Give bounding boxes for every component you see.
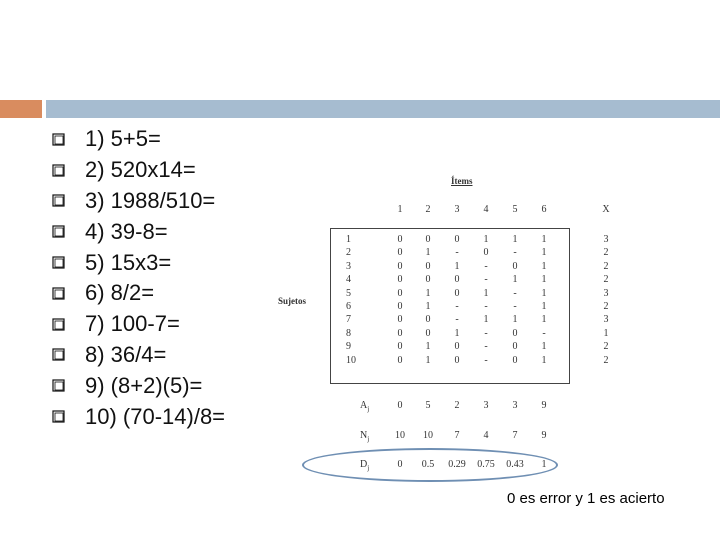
summary-value: 9 xyxy=(541,400,547,411)
subject-label: 9 xyxy=(346,341,351,353)
table-cell: 0 xyxy=(483,247,489,259)
summary-value: 0.29 xyxy=(448,459,466,470)
title-bar xyxy=(46,100,720,118)
total-cell: 2 xyxy=(603,247,609,259)
summary-value: 10 xyxy=(423,430,433,441)
table-cell: 1 xyxy=(483,314,489,326)
problem-text: 4) 39-8= xyxy=(85,218,168,244)
summary-value: 10 xyxy=(395,430,405,441)
summary-label xyxy=(360,459,369,472)
summary-value: 0.43 xyxy=(506,459,524,470)
problem-text: 8) 36/4= xyxy=(85,341,167,367)
problem-item xyxy=(52,247,225,278)
table-cell: - xyxy=(484,274,488,286)
table-cell: 0 xyxy=(397,341,403,353)
subject-label: 3 xyxy=(346,260,351,272)
summary-value: 0.75 xyxy=(477,459,495,470)
summary-value: 3 xyxy=(512,400,518,411)
table-cell: 0 xyxy=(397,260,403,272)
problem-item xyxy=(52,401,225,432)
table-cell: 1 xyxy=(541,234,547,245)
table-cell: 0 xyxy=(397,234,403,245)
table-cell: 0 xyxy=(397,247,403,259)
square-bullet-icon xyxy=(52,225,65,238)
table-cell: 0 xyxy=(397,301,403,312)
caption: 0 es error y 1 es acierto xyxy=(507,490,665,507)
total-cell: 2 xyxy=(603,301,609,312)
column-header: 5 xyxy=(512,204,518,215)
summary-label-subscript: j xyxy=(367,464,370,472)
problem-text: 3) 1988/510= xyxy=(85,187,216,213)
summary-value: 7 xyxy=(512,430,518,441)
table-cell: 1 xyxy=(425,341,431,353)
table-cell: 0 xyxy=(454,341,460,353)
square-bullet-icon xyxy=(52,379,65,392)
table-cell: 0 xyxy=(425,314,431,326)
summary-label-text: A xyxy=(360,400,368,411)
square-bullet-icon xyxy=(52,318,65,331)
problem-item xyxy=(52,155,225,186)
subject-label: 10 xyxy=(346,354,356,366)
problem-text: 10) (70-14)/8= xyxy=(85,403,226,429)
table-cell: 1 xyxy=(541,301,547,312)
total-cell: 3 xyxy=(603,287,609,299)
table-cell: 0 xyxy=(397,354,403,366)
table-cell: - xyxy=(455,301,459,312)
table-cell: 1 xyxy=(541,354,547,366)
table-cell: 0 xyxy=(512,260,518,272)
table-cell: 1 xyxy=(541,247,547,259)
square-bullet-icon xyxy=(52,348,65,361)
subject-label: 6 xyxy=(346,301,351,312)
problem-item xyxy=(52,340,225,371)
table-cell: 0 xyxy=(512,354,518,366)
summary-label-subscript: j xyxy=(367,405,370,413)
table-cell: 0 xyxy=(454,287,460,299)
subject-label: 2 xyxy=(346,247,351,259)
summary-label xyxy=(360,430,369,443)
table-cell: 1 xyxy=(541,274,547,286)
table-cell: 0 xyxy=(425,234,431,245)
problem-list xyxy=(52,124,225,432)
summary-value: 5 xyxy=(425,400,431,411)
table-cell: 0 xyxy=(512,327,518,339)
item-table-figure xyxy=(270,172,640,482)
summary-value: 0.5 xyxy=(421,459,435,470)
table-cell: 1 xyxy=(512,234,518,245)
summary-value: 4 xyxy=(483,430,489,441)
table-cell: 1 xyxy=(425,287,431,299)
table-cell: 1 xyxy=(512,314,518,326)
column-header: 1 xyxy=(397,204,403,215)
table-cell: - xyxy=(513,301,517,312)
summary-value: 1 xyxy=(541,459,547,470)
table-cell: - xyxy=(513,247,517,259)
problem-item xyxy=(52,124,225,155)
table-cell: 1 xyxy=(541,260,547,272)
problem-item xyxy=(52,216,225,247)
table-cell: 1 xyxy=(541,341,547,353)
total-cell: 2 xyxy=(603,354,609,366)
total-cell: 3 xyxy=(603,234,609,245)
problem-item xyxy=(52,186,225,217)
table-cell: - xyxy=(484,354,488,366)
problem-item xyxy=(52,278,225,309)
subject-label: 5 xyxy=(346,287,351,299)
summary-label-text: N xyxy=(360,430,368,441)
summary-label-text: D xyxy=(360,459,368,470)
subject-label: 1 xyxy=(346,234,351,245)
table-cell: 0 xyxy=(454,234,460,245)
summary-value: 7 xyxy=(454,430,460,441)
table-cell: 1 xyxy=(454,327,460,339)
square-bullet-icon xyxy=(52,194,65,207)
column-header: 3 xyxy=(454,204,460,215)
table-cell: - xyxy=(513,287,517,299)
column-header: 4 xyxy=(483,204,489,215)
table-cell: - xyxy=(484,301,488,312)
table-cell: 0 xyxy=(425,274,431,286)
total-cell: 2 xyxy=(603,341,609,353)
table-cell: 1 xyxy=(425,301,431,312)
table-cell: 0 xyxy=(397,287,403,299)
summary-value: 3 xyxy=(483,400,489,411)
total-cell: 3 xyxy=(603,314,609,326)
problem-text: 2) 520x14= xyxy=(85,157,196,183)
square-bullet-icon xyxy=(52,287,65,300)
summary-label-subscript: j xyxy=(367,435,370,443)
table-cell: 1 xyxy=(483,234,489,245)
table-cell: 1 xyxy=(483,287,489,299)
table-cell: 0 xyxy=(454,274,460,286)
table-cell: 1 xyxy=(425,354,431,366)
table-cell: 0 xyxy=(425,327,431,339)
total-cell: 2 xyxy=(603,274,609,286)
accent-bar xyxy=(0,100,42,118)
table-cell: 0 xyxy=(454,354,460,366)
summary-value: 0 xyxy=(397,400,403,411)
problem-item xyxy=(52,309,225,340)
table-cell: 0 xyxy=(397,274,403,286)
column-header: 6 xyxy=(541,204,547,215)
problem-item xyxy=(52,370,225,401)
subject-label: 4 xyxy=(346,274,351,286)
total-header: X xyxy=(602,204,610,215)
square-bullet-icon xyxy=(52,133,65,146)
problem-text: 9) (8+2)(5)= xyxy=(85,372,203,398)
summary-label xyxy=(360,400,369,413)
summary-value: 9 xyxy=(541,430,547,441)
table-cell: - xyxy=(455,247,459,259)
subject-label: 8 xyxy=(346,327,351,339)
problem-text: 6) 8/2= xyxy=(85,280,155,306)
table-cell: 1 xyxy=(425,247,431,259)
table-cell: 1 xyxy=(512,274,518,286)
total-cell: 2 xyxy=(603,260,609,272)
problem-text: 7) 100-7= xyxy=(85,311,180,337)
square-bullet-icon xyxy=(52,256,65,269)
table-cell: - xyxy=(542,327,546,339)
table-cell: 0 xyxy=(425,260,431,272)
table-cell: 1 xyxy=(541,287,547,299)
table-cell: 0 xyxy=(512,341,518,353)
square-bullet-icon xyxy=(52,410,65,423)
table-cell: - xyxy=(484,260,488,272)
table-cell: - xyxy=(484,341,488,353)
problem-text: 1) 5+5= xyxy=(85,126,161,152)
table-cell: - xyxy=(455,314,459,326)
items-title: Ítems xyxy=(451,176,473,186)
square-bullet-icon xyxy=(52,164,65,177)
problem-text: 5) 15x3= xyxy=(85,249,172,275)
table-cell: 1 xyxy=(541,314,547,326)
column-header: 2 xyxy=(425,204,431,215)
table-cell: - xyxy=(484,327,488,339)
summary-value: 2 xyxy=(454,400,460,411)
table-cell: 0 xyxy=(397,314,403,326)
total-cell: 1 xyxy=(603,327,609,339)
subject-label: 7 xyxy=(346,314,351,326)
table-cell: 1 xyxy=(454,260,460,272)
table-cell: 0 xyxy=(397,327,403,339)
subjects-label: Sujetos xyxy=(278,296,307,306)
summary-value: 0 xyxy=(397,459,403,470)
